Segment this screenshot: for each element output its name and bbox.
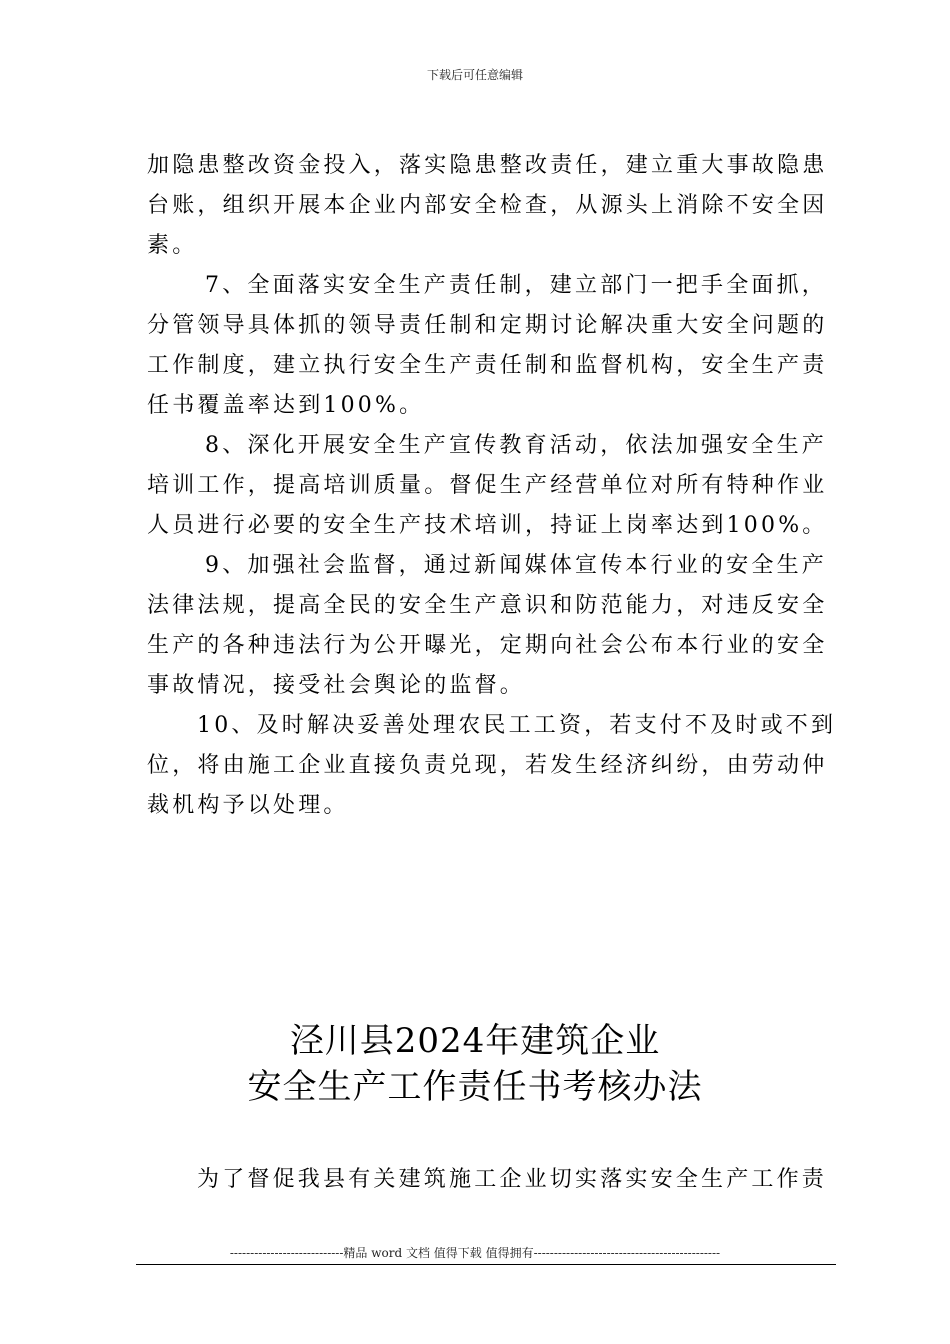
paragraph-continuation: 加隐患整改资金投入，落实隐患整改责任，建立重大事故隐患台账，组织开展本企业内部安全检查，从源头上消除不安全因素。	[147, 153, 828, 258]
page-header: 下载后可任意编辑	[426, 68, 523, 82]
paragraph-item-10: 10、及时解决妥善处理农民工工资，若支付不及时或不到位，将由施工企业直接负责兑现，若发生经济纠纷，由劳动仲裁机构予以处理。	[147, 713, 837, 818]
document-body	[147, 146, 837, 826]
section-title-line-2: 安全生产工作责任书考核办法	[247, 1067, 703, 1107]
section-title-line-1: 泾川县2024年建筑企业	[289, 1021, 661, 1061]
paragraph-item-8: 8、深化开展安全生产宣传教育活动，依法加强安全生产培训工作，提高培训质量。督促生产经营单位对所有特种作业人员进行必要的安全生产技术培训，持证上岗率达到100%。	[147, 433, 828, 538]
page-footer: ----------------------------精品 word 文档 值得下载 值得拥有----------------------------------------------	[229, 1246, 721, 1260]
section-title	[0, 1018, 950, 1110]
footer-divider	[136, 1264, 836, 1265]
paragraph-item-9: 9、加强社会监督，通过新闻媒体宣传本行业的安全生产法律法规，提高全民的安全生产意识和防范能力，对违反安全生产的各种违法行为公开曝光，定期向社会公布本行业的安全事故情况，接受社会舆论的监督。	[147, 553, 828, 698]
paragraph-item-7: 7、全面落实安全生产责任制，建立部门一把手全面抓，分管领导具体抓的领导责任制和定期讨论解决重大安全问题的工作制度，建立执行安全生产责任制和监督机构，安全生产责任书覆盖率达到100%。	[147, 273, 828, 418]
intro-paragraph: 为了督促我县有关建筑施工企业切实落实安全生产工作责	[197, 1167, 828, 1192]
